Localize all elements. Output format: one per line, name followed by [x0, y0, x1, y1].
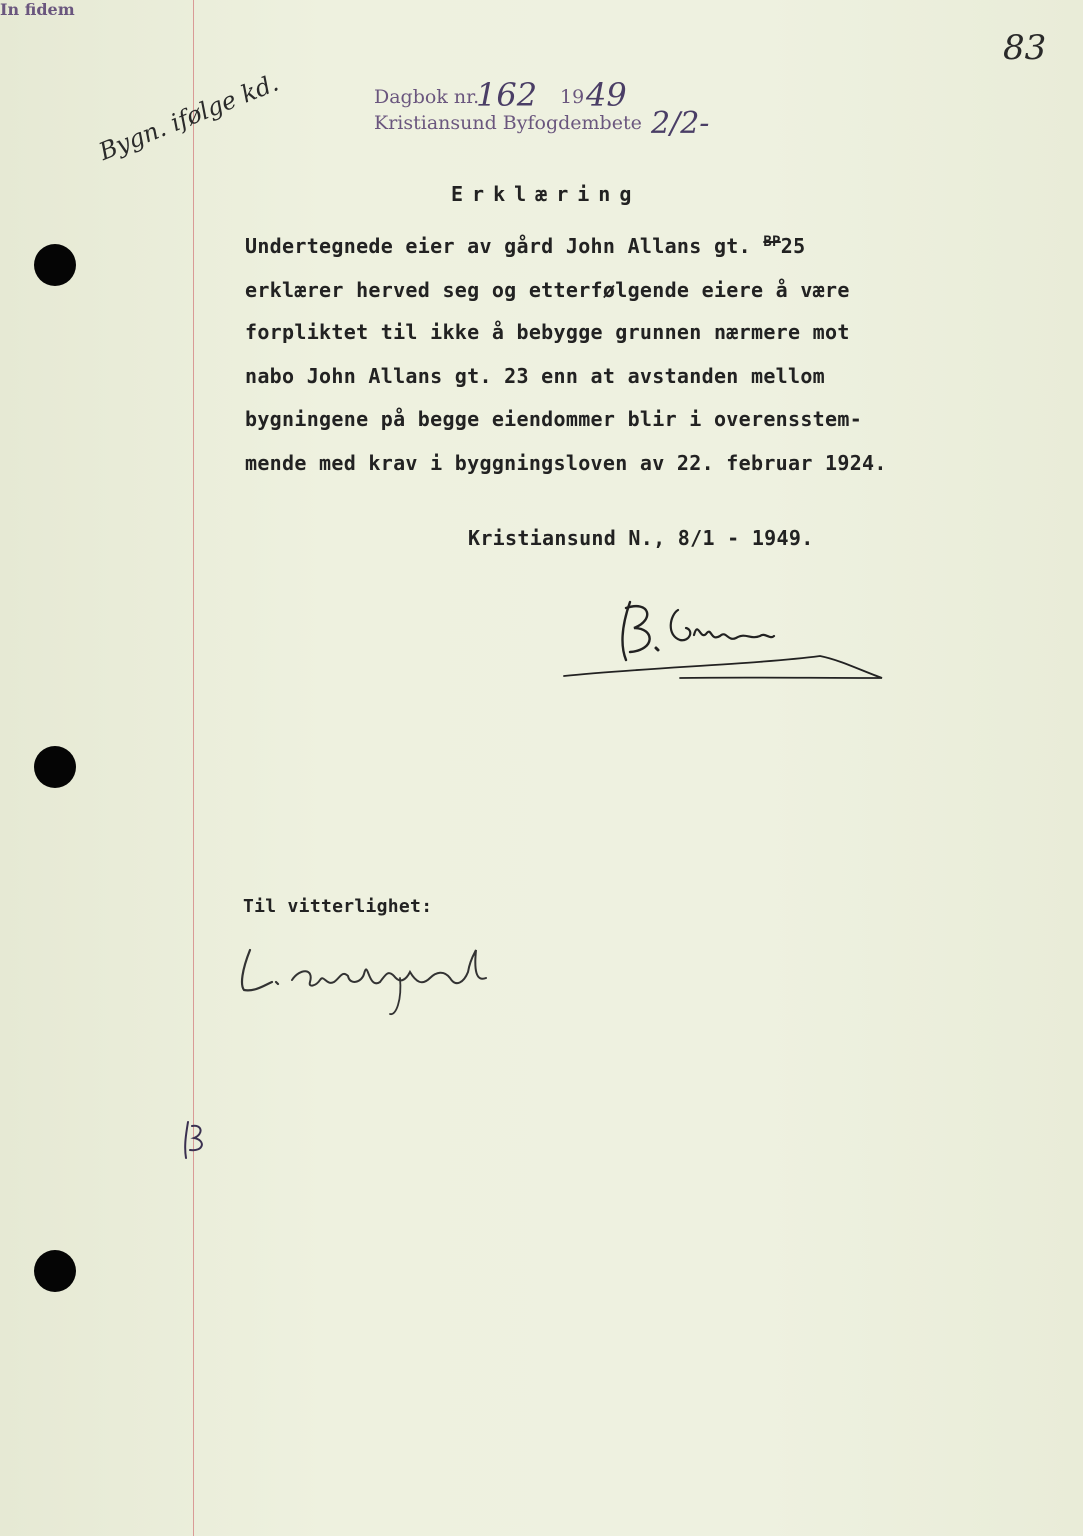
in-fidem-stamp: In fidem [0, 0, 75, 19]
stamp-office: Kristiansund Byfogdembete [374, 112, 642, 134]
owner-signature [560, 590, 890, 690]
body-line-1-text: Undertegnede eier av gård John Allans gt. [245, 234, 764, 258]
body-line-4: nabo John Allans gt. 23 enn at avstanden mellom [245, 364, 826, 388]
margin-rule [193, 0, 194, 1536]
witness-label: Til vitterlighet: [243, 896, 433, 917]
stamp-year-suffix: 49 [586, 76, 627, 114]
stamp-year-prefix: 19 [560, 86, 585, 108]
punch-hole-middle [34, 746, 76, 788]
page-number: 83 [1003, 28, 1047, 68]
witness-signature [230, 930, 540, 1020]
document-title: Erklæring [451, 182, 641, 206]
struck-text: BP [763, 234, 781, 250]
body-line-5: bygningene på begge eiendommer blir i overensstem- [245, 407, 863, 431]
place-date: Kristiansund N., 8/1 - 1949. [468, 526, 814, 550]
punch-hole-top [34, 244, 76, 286]
stamp-dagbok-label: Dagbok nr. [374, 86, 480, 108]
body-line-2: erklærer herved seg og etterfølgende eiere å være [245, 278, 850, 302]
in-fidem-initials [178, 1118, 218, 1162]
body-line-6: mende med krav i byggningsloven av 22. februar 1924. [245, 451, 887, 475]
body-line-1 [245, 234, 805, 258]
body-line-3: forpliktet til ikke å bebygge grunnen nærmere mot [245, 320, 850, 344]
punch-hole-bottom [34, 1250, 76, 1292]
stamp-date: 2/2- [651, 106, 710, 141]
margin-note: Bygn. ifølge kd. [95, 68, 283, 166]
stamp-dagbok-number: 162 [476, 76, 538, 114]
house-number: 25 [780, 234, 806, 258]
